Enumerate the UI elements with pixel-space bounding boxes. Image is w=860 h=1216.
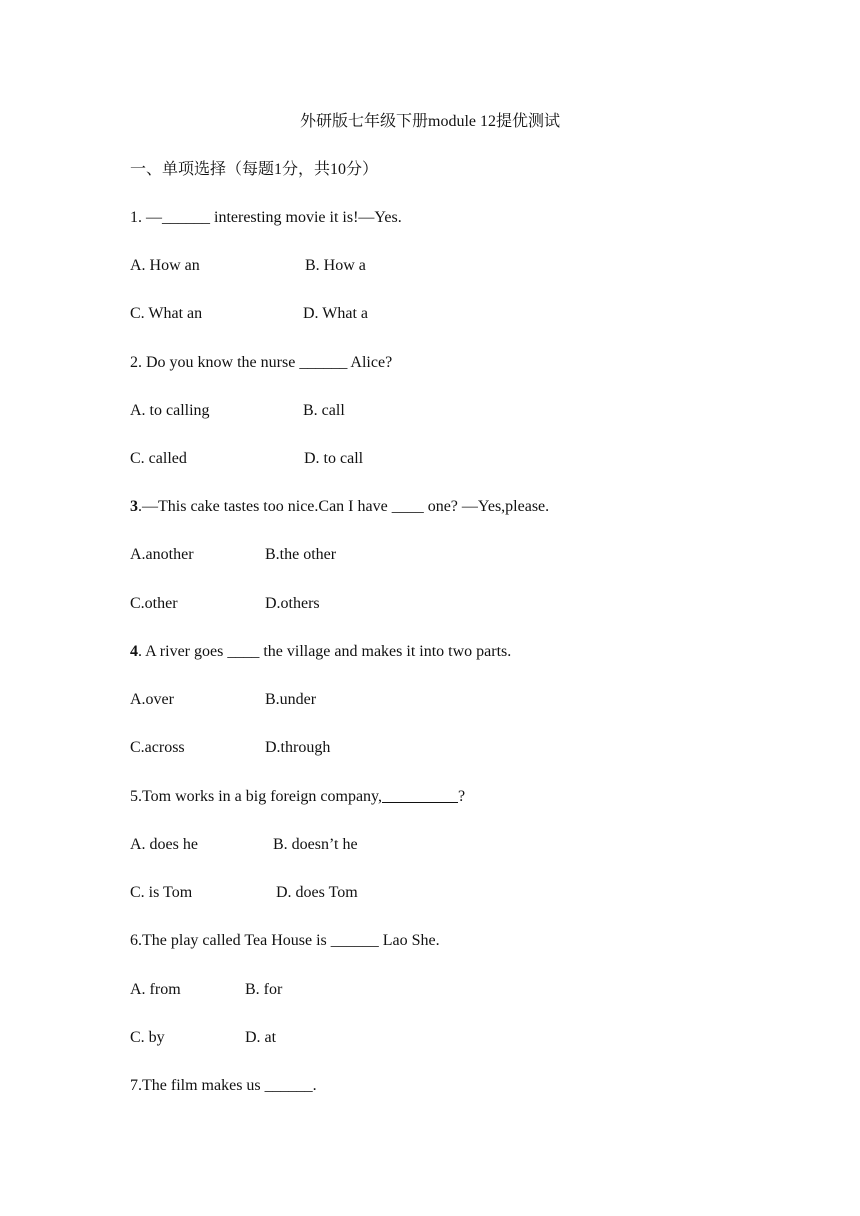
question-2-option-c: C. called — [130, 450, 187, 467]
question-2-option-d: D. to call — [304, 450, 364, 467]
question-1-stem: 1. —______ interesting movie it is!—Yes. — [130, 209, 402, 226]
question-2-option-b: B. call — [303, 402, 345, 419]
question-6-option-d: D. at — [245, 1029, 277, 1046]
question-6-option-a: A. from — [130, 981, 181, 998]
question-5-option-b: B. doesn’t he — [273, 836, 358, 853]
question-3-option-c: C.other — [130, 595, 178, 612]
question-3-text: .—This cake tastes too nice.Can I have ____ one? —Yes,please. — [138, 498, 550, 515]
question-5-blank — [382, 786, 458, 808]
question-6-option-c: C. by — [130, 1029, 165, 1046]
question-3-option-b: B.the other — [265, 546, 337, 563]
question-1-option-d: D. What a — [303, 305, 369, 322]
question-5-option-a: A. does he — [130, 836, 198, 853]
question-4-text: . A river goes ____ the village and makes it into two parts. — [138, 643, 512, 660]
question-1-option-a: A. How an — [130, 257, 200, 274]
question-4-option-d: D.through — [265, 739, 331, 756]
question-1-option-b: B. How a — [305, 257, 366, 274]
section-heading: 一、单项选择（每题1分，共10分） — [130, 161, 379, 178]
question-2-stem: 2. Do you know the nurse ______ Alice? — [130, 354, 393, 371]
question-6-stem: 6.The play called Tea House is ______ Lao She. — [130, 932, 440, 949]
question-6-option-b: B. for — [245, 981, 283, 998]
question-3-stem — [130, 496, 549, 518]
question-4-number: 4 — [130, 643, 138, 660]
question-3-option-a: A.another — [130, 546, 194, 563]
question-4-option-c: C.across — [130, 739, 185, 756]
question-7-stem: 7.The film makes us ______. — [130, 1077, 317, 1094]
question-5-stem — [130, 786, 465, 808]
question-5-option-d: D. does Tom — [276, 884, 358, 901]
question-5-end: ? — [458, 788, 466, 805]
question-5-text: 5.Tom works in a big foreign company, — [130, 788, 383, 805]
question-3-option-d: D.others — [265, 595, 320, 612]
question-4-stem — [130, 641, 511, 663]
question-2-option-a: A. to calling — [130, 402, 210, 419]
document-title: 外研版七年级下册module 12提优测试 — [300, 113, 560, 130]
question-1-option-c: C. What an — [130, 305, 203, 322]
question-4-option-a: A.over — [130, 691, 174, 708]
question-5-option-c: C. is Tom — [130, 884, 193, 901]
question-4-option-b: B.under — [265, 691, 317, 708]
question-3-number: 3 — [130, 498, 138, 515]
